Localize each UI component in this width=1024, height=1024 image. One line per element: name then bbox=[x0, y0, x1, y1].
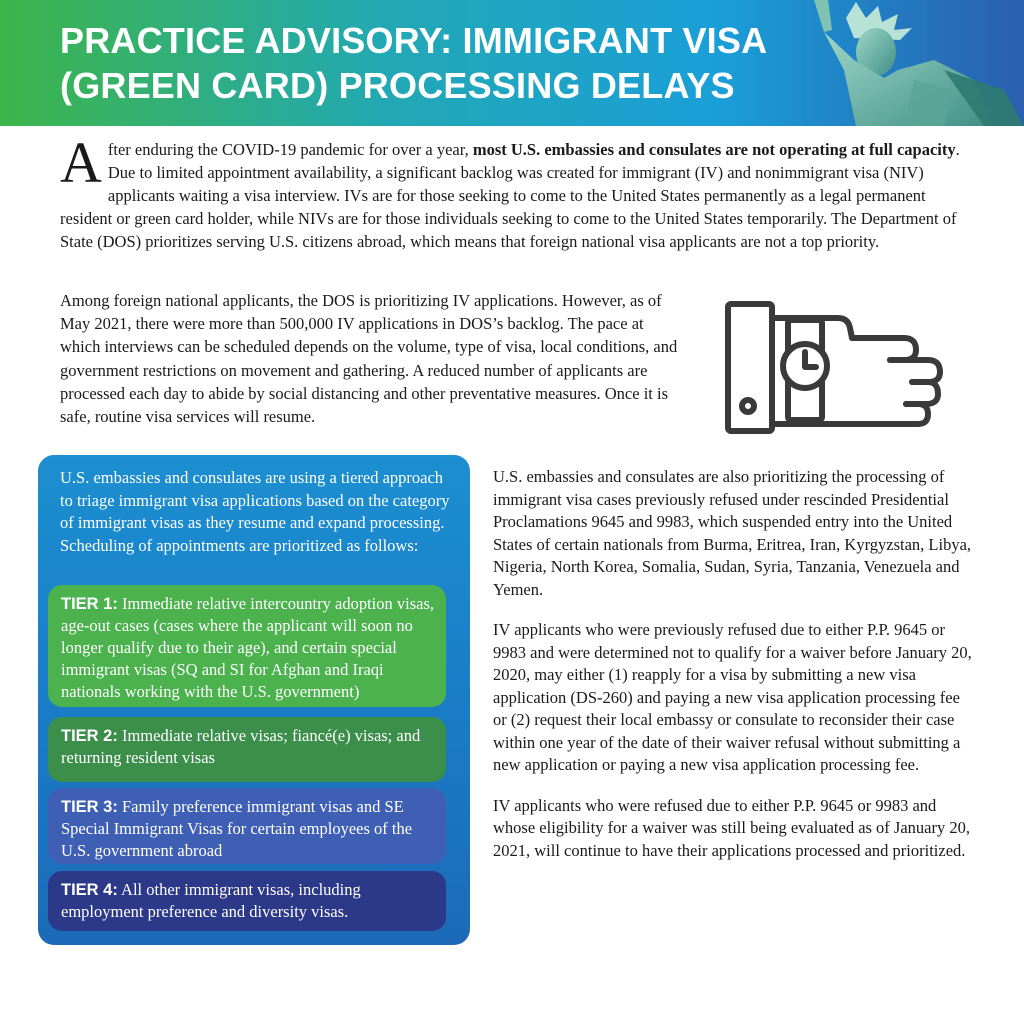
statue-of-liberty-image bbox=[794, 0, 1024, 126]
intro-bold: most U.S. embassies and consulates are not operating at full capacity bbox=[472, 140, 956, 159]
drop-cap: A bbox=[60, 130, 102, 195]
header-banner bbox=[0, 0, 1024, 126]
tier-2-label: TIER 2: bbox=[61, 727, 118, 745]
tier-2-box bbox=[48, 717, 446, 782]
page-title bbox=[60, 18, 800, 108]
title-line-1: PRACTICE ADVISORY: IMMIGRANT VISA bbox=[60, 20, 768, 61]
tier-panel-intro: U.S. embassies and consulates are using a tiered approach to triage immigrant visa applications based on the category of immigrant visas as they resume and expand processing. Scheduling of appointments are prioritized as follows: bbox=[60, 468, 450, 555]
tier-1-text: Immediate relative intercountry adoption visas, age-out cases (cases where the applicant will soon no longer qualify due to their age), and certain special immigrant visas (SQ and SI for Afghan and Iraqi nationals working with the U.S. government) bbox=[61, 594, 434, 701]
backlog-paragraph: Among foreign national applicants, the DOS is prioritizing IV applications. However, as of May 2021, there were more than 500,000 IV applications in DOS’s backlog. The pace at which interviews can be scheduled depends on the volume, type of visa, local conditions, and government restrictions on movement and gathering. A reduced number of applicants are processed each day to abide by social distancing and other preventative measures. Once it is safe, routine visa services will resume. bbox=[60, 291, 678, 427]
tier-4-box bbox=[48, 871, 446, 931]
tier-3-text: Family preference immigrant visas and SE Special Immigrant Visas for certain employees of the U.S. government abroad bbox=[61, 797, 413, 860]
reapply-paragraph: IV applicants who were previously refused due to either P.P. 9645 or 9983 and were determined not to qualify for a waiver before January 20, 2020, may either (1) reapply for a visa by submitting a new visa application (DS-260) and paying a new visa application processing fee or (2) request their local embassy or consulate to reconsider their case within one year of the date of their waiver refusal without submitting a new application or paying a new visa application processing fee. bbox=[493, 620, 972, 774]
refused-cases-paragraph: U.S. embassies and consulates are also prioritizing the processing of immigrant visa cases previously refused under rescinded Presidential Proclamations 9645 and 9983, which suspended entry into the United States of certain nationals from Burma, Eritrea, Iran, Kyrgyzstan, Libya, Nigeria, North Korea, Somalia, Sudan, Syria, Tanzania, Venezuela and Yemen. bbox=[493, 467, 972, 599]
tier-2-text: Immediate relative visas; fiancé(e) visas; and returning resident visas bbox=[61, 726, 421, 767]
tier-4-label: TIER 4: bbox=[61, 881, 118, 899]
intro-paragraph bbox=[60, 130, 965, 253]
right-column bbox=[493, 466, 973, 880]
intro-lead: fter enduring the COVID-19 pandemic for over a year, bbox=[107, 140, 473, 159]
tier-3-box bbox=[48, 788, 446, 864]
title-line-2: (GREEN CARD) PROCESSING DELAYS bbox=[60, 65, 735, 106]
tier-3-label: TIER 3: bbox=[61, 798, 118, 816]
waiver-evaluation-paragraph: IV applicants who were refused due to either P.P. 9645 or 9983 and whose eligibility for a waiver was still being evaluated as of January 20, 2021, will continue to have their applications processed and prioritized. bbox=[493, 795, 970, 860]
intro-rest: . Due to limited appointment availability, a significant backlog was created for immigrant (IV) and nonimmigrant visa (NIV) applicants waiting a visa interview. IVs are for those seeking to come to the United States permanently as a legal permanent resident or green card holder, while NIVs are for those individuals seeking to come to the United States temporarily. The Department of State (DOS) prioritizes serving U.S. citizens abroad, which means that foreign national visa applicants are not a top priority. bbox=[60, 140, 960, 251]
tier-1-label: TIER 1: bbox=[61, 595, 118, 613]
hand-wristwatch-icon bbox=[722, 300, 952, 435]
tier-1-box bbox=[48, 585, 446, 707]
tier-panel bbox=[38, 455, 470, 945]
tier-4-text: All other immigrant visas, including employment preference and diversity visas. bbox=[61, 880, 361, 921]
